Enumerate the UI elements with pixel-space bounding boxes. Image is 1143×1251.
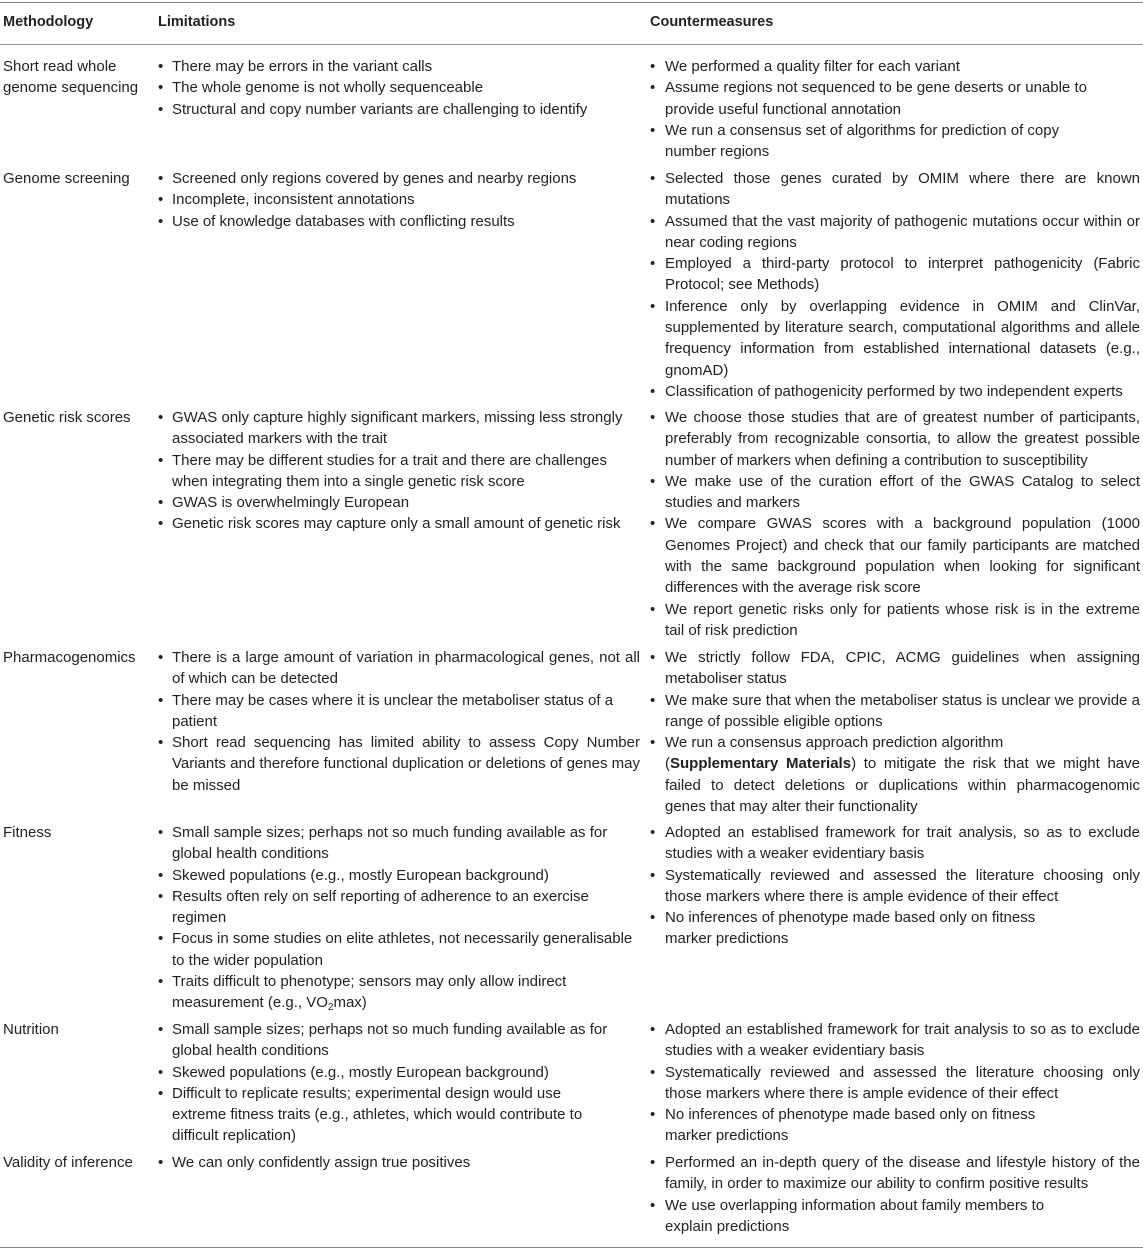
row-countermeasures — [650, 822, 1140, 950]
row-methodology: Genome screening — [3, 170, 130, 187]
list-item: • We make use of the curation effort of the GWAS Catalog to select studies and markers — [650, 471, 1140, 514]
table-bottom-rule — [0, 1247, 1143, 1248]
table-header-row — [0, 0, 1143, 44]
paren-open: ( — [665, 755, 670, 773]
row-methodology: Pharmacogenomics — [3, 649, 136, 666]
list-item: • Structural and copy number variants are challenging to identify — [158, 99, 640, 120]
list-item — [650, 732, 1140, 817]
list-item: • Difficult to replicate results; experimental design would use extreme fitness traits (e.g., athletes, which would contribute to difficult replication) — [158, 1083, 640, 1147]
list-item: • Skewed populations (e.g., mostly European background) — [158, 865, 640, 886]
list-item: • Classification of pathogenicity performed by two independent experts — [650, 381, 1140, 402]
row-countermeasures — [650, 407, 1140, 641]
list-item: • We strictly follow FDA, CPIC, ACMG guidelines when assigning metaboliser status — [650, 647, 1140, 690]
row-methodology: Genetic risk scores — [3, 409, 131, 426]
supplementary-materials-link[interactable]: Supplementary Materials — [670, 755, 852, 773]
list-item-text: Traits difficult to phenotype; sensors may only allow indirect measurement (e.g., VO — [172, 973, 567, 1012]
list-item: • There is a large amount of variation in pharmacological genes, not all of which can be detected — [158, 647, 640, 690]
row-limitations — [158, 407, 640, 535]
list-item: • Employed a third-party protocol to interpret pathogenicity (Fabric Protocol; see Methods) — [650, 253, 1140, 296]
list-item: • Incomplete, inconsistent annotations — [158, 189, 640, 210]
row-countermeasures — [650, 647, 1140, 817]
list-item: • GWAS is overwhelmingly European — [158, 492, 640, 513]
list-item: • There may be different studies for a trait and there are challenges when integrating them into a single genetic risk score — [158, 450, 640, 493]
header-limitations: Limitations — [158, 14, 236, 30]
list-item: • Genetic risk scores may capture only a small amount of genetic risk — [158, 513, 640, 534]
row-limitations — [158, 1152, 640, 1173]
list-item: • Skewed populations (e.g., mostly European background) — [158, 1062, 640, 1083]
list-item: • We choose those studies that are of greatest number of participants, preferably from recognizable consortia, to allow the greatest possible number of markers when defining a contribution to susceptibility — [650, 407, 1140, 471]
header-countermeasures: Countermeasures — [650, 14, 774, 30]
row-limitations — [158, 1019, 640, 1147]
list-item: • We can only confidently assign true positives — [158, 1152, 640, 1173]
list-item: • We make sure that when the metaboliser status is unclear we provide a range of possible eligible options — [650, 690, 1140, 733]
row-limitations — [158, 56, 640, 120]
list-item: • We performed a quality filter for each variant — [650, 56, 1140, 77]
row-methodology: Nutrition — [3, 1021, 59, 1038]
list-item: • GWAS only capture highly significant markers, missing less strongly associated markers with the trait — [158, 407, 640, 450]
list-item: • Screened only regions covered by genes and nearby regions — [158, 168, 640, 189]
list-item: • We compare GWAS scores with a background population (1000 Genomes Project) and check that our family participants are matched with the same background population when looking for significant differences with the average risk score — [650, 513, 1140, 598]
list-item: • Performed an in-depth query of the disease and lifestyle history of the family, in order to maximize our ability to confirm positive results — [650, 1152, 1140, 1195]
list-item: • Systematically reviewed and assessed the literature choosing only those markers where there is ample evidence of their effect — [650, 865, 1140, 908]
list-item: • Short read sequencing has limited ability to assess Copy Number Variants and therefore functional duplication or deletions of genes may be missed — [158, 732, 640, 796]
list-item: • Selected those genes curated by OMIM where there are known mutations — [650, 168, 1140, 211]
list-item: • Inference only by overlapping evidence in OMIM and ClinVar, supplemented by literature search, computational algorithms and allele frequency information from established international datasets (e.g., gnomAD) — [650, 296, 1140, 381]
list-item: • Focus in some studies on elite athletes, not necessarily generalisable to the wider population — [158, 928, 640, 971]
subscript: 2 — [327, 1002, 334, 1014]
list-item: • Small sample sizes; perhaps not so much funding available as for global health conditions — [158, 822, 640, 865]
list-item-text: We run a consensus approach prediction algorithm — [665, 734, 1004, 752]
list-item: • Adopted an establised framework for trait analysis, so as to exclude studies with a weaker evidentiary basis — [650, 822, 1140, 865]
row-countermeasures — [650, 56, 1140, 162]
table-header-rule — [0, 44, 1143, 45]
list-item: • We run a consensus set of algorithms for prediction of copy number regions — [650, 120, 1140, 163]
list-item: • Assume regions not sequenced to be gene deserts or unable to provide useful functional annotation — [650, 77, 1140, 120]
list-item: • We report genetic risks only for patients whose risk is in the extreme tail of risk prediction — [650, 599, 1140, 642]
row-methodology: Short read whole genome sequencing — [3, 58, 139, 97]
list-item — [158, 971, 640, 1014]
row-limitations — [158, 822, 640, 1014]
list-item: • No inferences of phenotype made based only on fitness marker predictions — [650, 1104, 1140, 1147]
list-item: • Small sample sizes; perhaps not so much funding available as for global health conditions — [158, 1019, 640, 1062]
list-item: • Use of knowledge databases with conflicting results — [158, 211, 640, 232]
row-countermeasures — [650, 1019, 1140, 1147]
list-item: • Results often rely on self reporting of adherence to an exercise regimen — [158, 886, 640, 929]
list-item: • We use overlapping information about family members to explain predictions — [650, 1195, 1140, 1238]
row-countermeasures — [650, 168, 1140, 402]
row-methodology: Fitness — [3, 824, 52, 841]
list-item-text: ) to mitigate the risk that we might have failed to detect deletions or duplications within pharmacogenomic genes that may alter their functionality — [665, 755, 1140, 816]
list-item: • There may be errors in the variant calls — [158, 56, 640, 77]
list-item: • There may be cases where it is unclear the metaboliser status of a patient — [158, 690, 640, 733]
list-item: • Adopted an established framework for trait analysis to so as to exclude studies with a weaker evidentiary basis — [650, 1019, 1140, 1062]
row-countermeasures — [650, 1152, 1140, 1237]
row-limitations — [158, 647, 640, 796]
list-item: • The whole genome is not wholly sequenceable — [158, 77, 640, 98]
list-item: • Systematically reviewed and assessed the literature choosing only those markers where there is ample evidence of their effect — [650, 1062, 1140, 1105]
list-item-text: max) — [333, 994, 367, 1012]
row-methodology: Validity of inference — [3, 1154, 133, 1171]
header-methodology: Methodology — [3, 14, 94, 30]
row-limitations — [158, 168, 640, 232]
list-item: • No inferences of phenotype made based only on fitness marker predictions — [650, 907, 1140, 950]
list-item: • Assumed that the vast majority of pathogenic mutations occur within or near coding regions — [650, 211, 1140, 254]
